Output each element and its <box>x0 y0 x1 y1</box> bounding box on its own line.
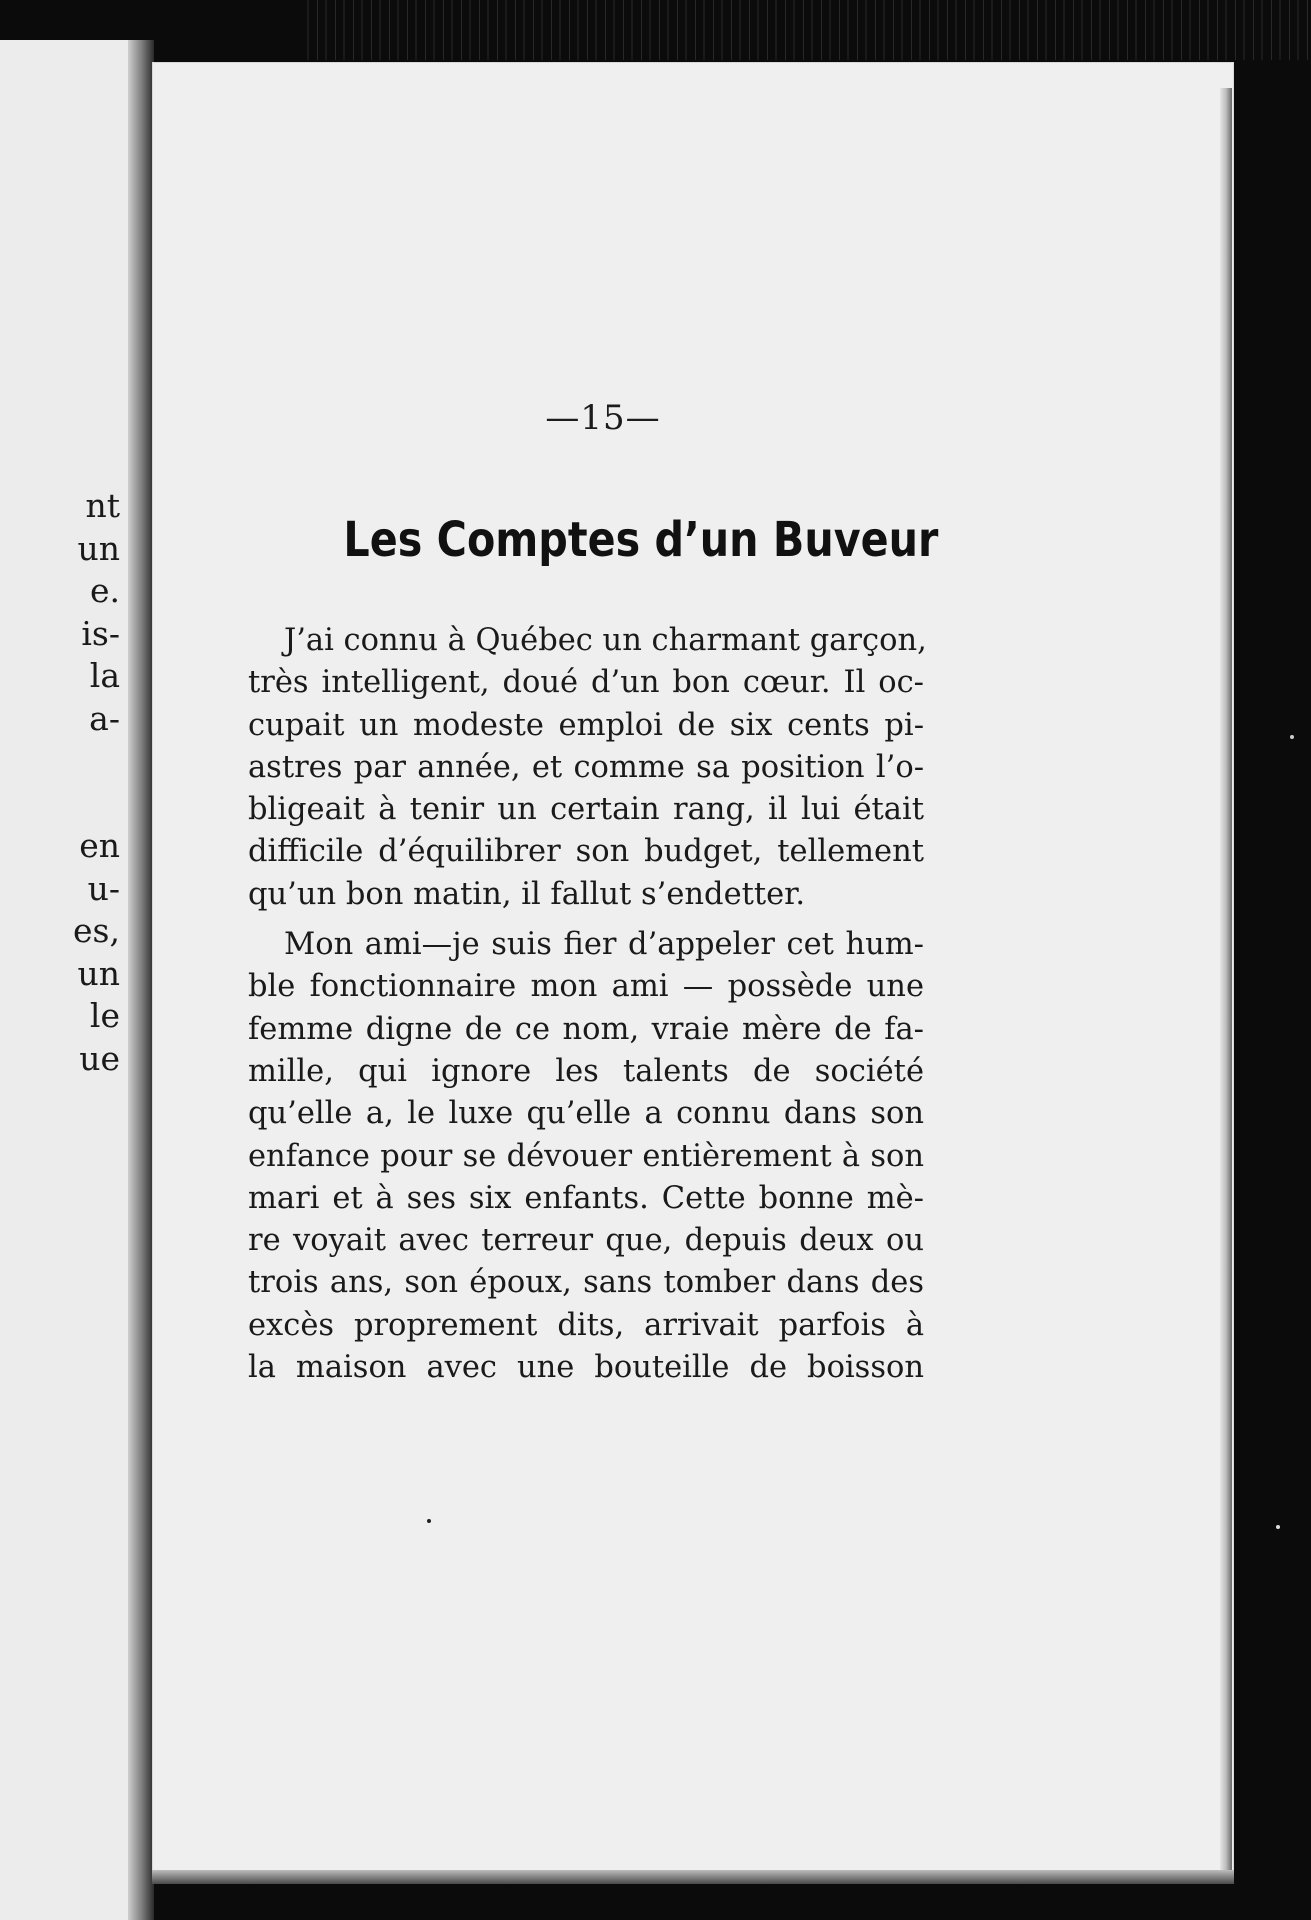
text-line: ble fonctionnaire mon ami — possède une <box>248 969 924 1005</box>
page-number: —15— <box>545 398 661 438</box>
book-gutter <box>128 40 154 1920</box>
scan-background <box>1236 60 1311 1920</box>
text-line: Mon ami—je suis fier d’appeler cet hum- <box>284 927 924 963</box>
page-edge-bottom <box>152 1870 1234 1884</box>
fragment-line: le <box>89 996 120 1035</box>
text-line: re voyait avec terreur que, depuis deux ou <box>248 1223 924 1259</box>
text-line: qu’un bon matin, il fallut s’endetter. <box>248 876 806 912</box>
previous-page-text-fragments <box>0 485 120 1080</box>
body-text <box>248 620 927 1389</box>
fragment-line: ue <box>79 1038 120 1078</box>
paper-speck <box>427 1519 431 1523</box>
text-line: cupait un modeste emploi de six cents pi- <box>248 707 924 743</box>
fragment-line: en <box>79 826 120 865</box>
text-line: la maison avec une bouteille de boisson <box>248 1350 924 1386</box>
fragment-line: is- <box>81 613 120 653</box>
text-line: trois ans, son époux, sans tomber dans des <box>248 1265 924 1301</box>
scan-edge-noise <box>300 0 1311 60</box>
fragment-line: un <box>77 528 120 568</box>
fragment-line: e. <box>89 571 120 610</box>
text-line: bligeait à tenir un certain rang, il lui était <box>248 792 924 828</box>
page-edge-right <box>1220 88 1232 1880</box>
fragment-line: es, <box>73 911 120 950</box>
text-line: femme digne de ce nom, vraie mère de fa- <box>248 1011 924 1047</box>
scan-speck <box>1276 1525 1280 1529</box>
text-line: enfance pour se dévouer entièrement à son <box>248 1138 924 1174</box>
scan-speck <box>1290 735 1294 739</box>
text-line: qu’elle a, le luxe qu’elle a connu dans son <box>248 1096 924 1132</box>
text-line: mille, qui ignore les talents de société <box>248 1053 924 1089</box>
text-line: excès proprement dits, arrivait parfois à <box>248 1307 924 1343</box>
text-line: astres par année, et comme sa position l’o- <box>248 749 924 785</box>
text-line: J’ai connu à Québec un charmant garçon, <box>284 623 927 658</box>
text-line: très intelligent, doué d’un bon cœur. Il oc- <box>248 665 924 701</box>
text-line: difficile d’équilibrer son budget, tellement <box>248 834 924 870</box>
fragment-line: u- <box>87 868 120 908</box>
fragment-line: nt <box>85 486 120 525</box>
chapter-title: Les Comptes d’un Buveur <box>343 512 939 568</box>
text-line: mari et à ses six enfants. Cette bonne mè- <box>248 1180 924 1216</box>
fragment-line: la <box>89 656 120 695</box>
fragment-line: un <box>77 953 120 993</box>
fragment-line: a- <box>89 698 120 738</box>
